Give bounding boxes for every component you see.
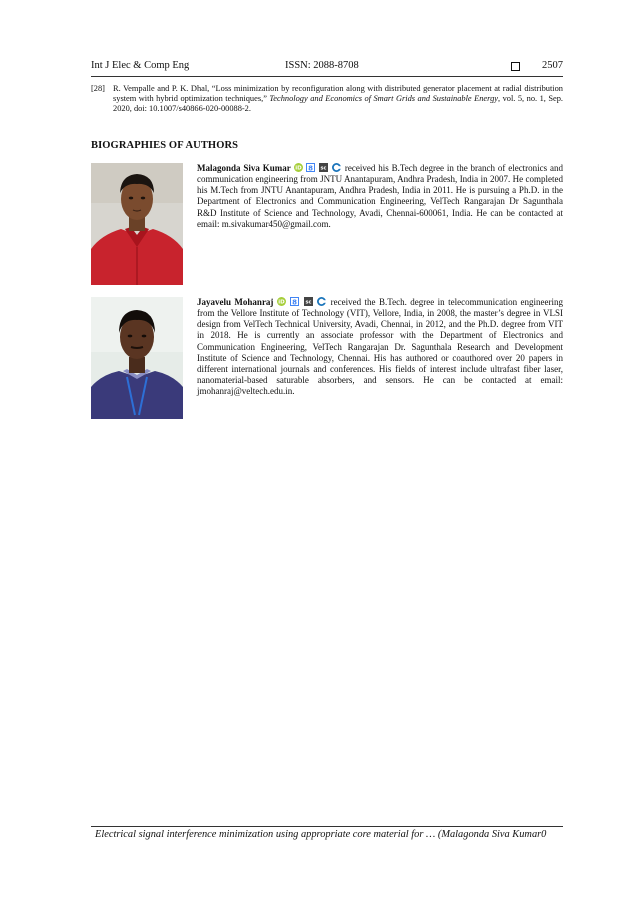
scopus-icon[interactable]: [304, 297, 313, 306]
author-bio-text: [197, 297, 563, 397]
reference-details: , vol. 5, no. 1, Sep. 2020, doi: 10.1007/s40866-020-00088-2.: [113, 94, 564, 113]
svg-text:iD: iD: [278, 299, 285, 306]
running-footer: Electrical signal interference minimization using appropriate core material for … (Malagonda Siva Kumar0: [95, 829, 547, 840]
reference-authors-title: R. Vempalle and P. K. Dhal, “Loss minimization by reconfiguration along with distributed generator placement at radial distribution system with hybrid optimization techniques,”: [113, 84, 563, 103]
author-bio: received the B.Tech. degree in telecommunication engineering from the Vellore Institute of Technology (VIT), Vellore, India, in 2008, the master’s degree in VLSI design from VelTech Technical University, Avadi, Chennai, in 2012, and the Ph.D. degree from VIT in 2018. He is currently an associate professor with the Department of Electronics and Communication Engineering, VelTech Rangarajan Dr. Sagunthala Research and Development Institute of Science and Technology, Chennai. His has authored or coauthored over 20 papers in different international journals and conferences. His fields of interest include ultrafast fiber laser, nanomaterial-based saturable absorbers, and sensors. He can be contacted at email: jmohanraj@veltech.edu.in.: [197, 297, 564, 397]
square-icon: [511, 62, 520, 71]
author-bio: received his B.Tech degree in the branch of electronics and communication engineering from JNTU Anantapuram, Andhra Pradesh, India in 2007. He completed his M.Tech from JNTU Anantapuram, Andhra Pradesh, India in 2011. He is pursuing a Ph.D. in the Department of Electronics and Communication Engineering, VelTech Rangarajan Dr Sagunthala R&D Institute of Science and Technology, Avadi, Chennai-600061, India. He can be contacted at email: m.sivakumar450@gmail.com.: [197, 163, 564, 229]
svg-text:iD: iD: [294, 165, 302, 172]
issn-number: ISSN: 2088-8708: [285, 60, 359, 71]
author-bio-text: [197, 163, 563, 230]
svg-text:8: 8: [308, 164, 314, 172]
svg-text:8: 8: [292, 298, 298, 306]
orcid-icon[interactable]: [294, 163, 303, 172]
reference-journal: Technology and Economics of Smart Grids and Sustainable Energy: [269, 94, 499, 103]
journal-name: Int J Elec & Comp Eng: [91, 60, 190, 71]
svg-text:sc: sc: [305, 299, 312, 306]
scopus-icon[interactable]: [319, 163, 328, 172]
orcid-icon[interactable]: [277, 297, 286, 306]
publons-icon[interactable]: [317, 297, 326, 306]
reference-number: [28]: [91, 84, 105, 93]
author-photo: [91, 163, 183, 285]
author-name: Jayavelu Mohanraj: [197, 297, 274, 307]
svg-text:sc: sc: [320, 165, 327, 172]
scholar-icon[interactable]: [306, 163, 315, 172]
running-header: [91, 60, 563, 76]
footer-divider: [91, 826, 563, 827]
page-number: 2507: [542, 60, 563, 71]
author-photo: [91, 297, 183, 419]
header-divider: [91, 76, 563, 77]
author-name: Malagonda Siva Kumar: [197, 163, 291, 173]
section-title: BIOGRAPHIES OF AUTHORS: [91, 140, 239, 151]
publons-icon[interactable]: [332, 163, 341, 172]
reference-item: [91, 84, 563, 114]
reference-text: [113, 84, 563, 114]
scholar-icon[interactable]: [290, 297, 299, 306]
